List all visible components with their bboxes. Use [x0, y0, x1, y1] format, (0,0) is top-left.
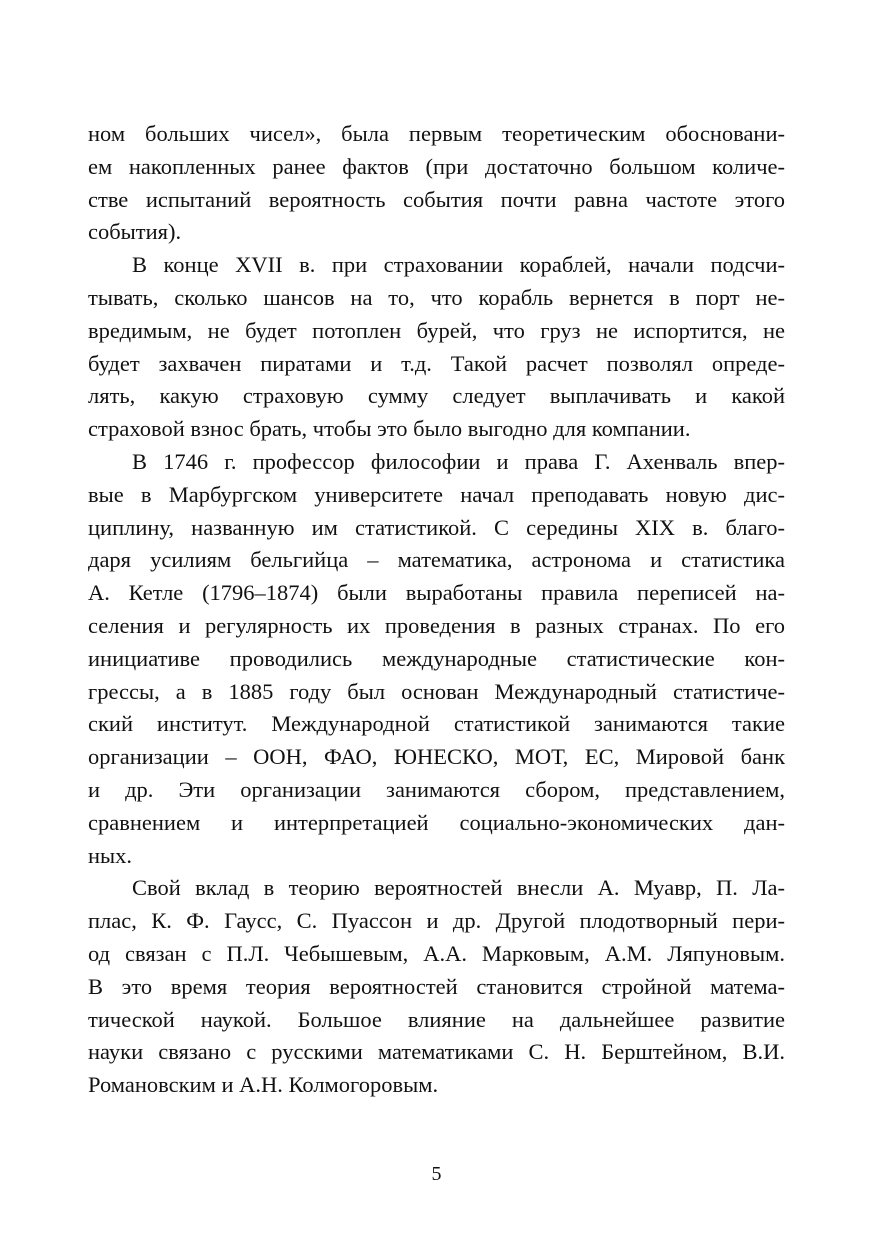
text-line: ных. — [88, 842, 133, 868]
text-line: В 1746 г. профессор философии и права Г. Ахенваль впер- — [132, 448, 785, 474]
paragraph-4 — [88, 872, 785, 1102]
text-line: даря усилиям бельгийца – математика, астронома и статистика — [88, 547, 785, 573]
text-line: лять, какую страховую сумму следует выплачивать и какой — [88, 383, 785, 409]
paragraph-1 — [88, 118, 785, 249]
text-line: од связан с П.Л. Чебышевым, А.А. Марковым, А.М. Ляпуновым. — [88, 940, 785, 966]
text-line: и др. Эти организации занимаются сбором, представлением, — [88, 776, 785, 802]
text-line: ский институт. Международной статистикой занимаются такие — [88, 711, 785, 737]
text-line: ном больших чисел», была первым теоретическим обосновани- — [88, 121, 785, 146]
text-line: тической наукой. Большое влияние на дальнейшее развитие — [88, 1006, 785, 1032]
text-line: грессы, а в 1885 году был основан Международный статистиче- — [88, 678, 785, 704]
text-line: стве испытаний вероятность события почти равна частоте этого — [88, 186, 785, 212]
text-line: вые в Марбургском университете начал преподавать новую дис- — [88, 481, 785, 507]
text-line: плас, К. Ф. Гаусс, С. Пуассон и др. Другой плодотворный пери- — [88, 908, 785, 934]
text-line: селения и регулярность их проведения в разных странах. По его — [88, 612, 785, 638]
text-line: В это время теория вероятностей становится стройной матема- — [88, 973, 785, 999]
text-line: В конце XVII в. при страховании кораблей, начали подсчи- — [132, 252, 785, 278]
text-line: страховой взнос брать, чтобы это было выгодно для компании. — [88, 416, 691, 442]
body-text — [88, 118, 785, 1102]
text-line: Романовским и А.Н. Колмогоровым. — [88, 1072, 439, 1098]
text-line: сравнением и интерпретацией социально-экономических дан- — [88, 809, 785, 835]
text-line: А. Кетле (1796–1874) были выработаны правила переписей на- — [88, 580, 785, 606]
paragraph-3 — [88, 446, 785, 872]
text-line: вредимым, не будет потоплен бурей, что груз не испортится, не — [88, 317, 785, 343]
page-number: 5 — [431, 1163, 442, 1185]
text-line: циплину, названную им статистикой. С середины XIX в. благо- — [88, 514, 785, 540]
text-line: события). — [88, 219, 182, 245]
text-line: тывать, сколько шансов на то, что корабль вернется в порт не- — [88, 284, 785, 310]
text-line: науки связано с русскими математиками С. Н. Берштейном, В.И. — [88, 1039, 785, 1065]
text-line: организации – ООН, ФАО, ЮНЕСКО, МОТ, ЕС, Мировой банк — [88, 744, 785, 770]
text-line: будет захвачен пиратами и т.д. Такой расчет позволял опреде- — [88, 350, 785, 376]
text-line: инициативе проводились международные статистические кон- — [88, 645, 785, 671]
text-line: ем накопленных ранее фактов (при достаточно большом количе- — [88, 153, 785, 179]
text-line: Свой вклад в теорию вероятностей внесли А. Муавр, П. Ла- — [132, 875, 785, 901]
paragraph-2 — [88, 249, 785, 446]
